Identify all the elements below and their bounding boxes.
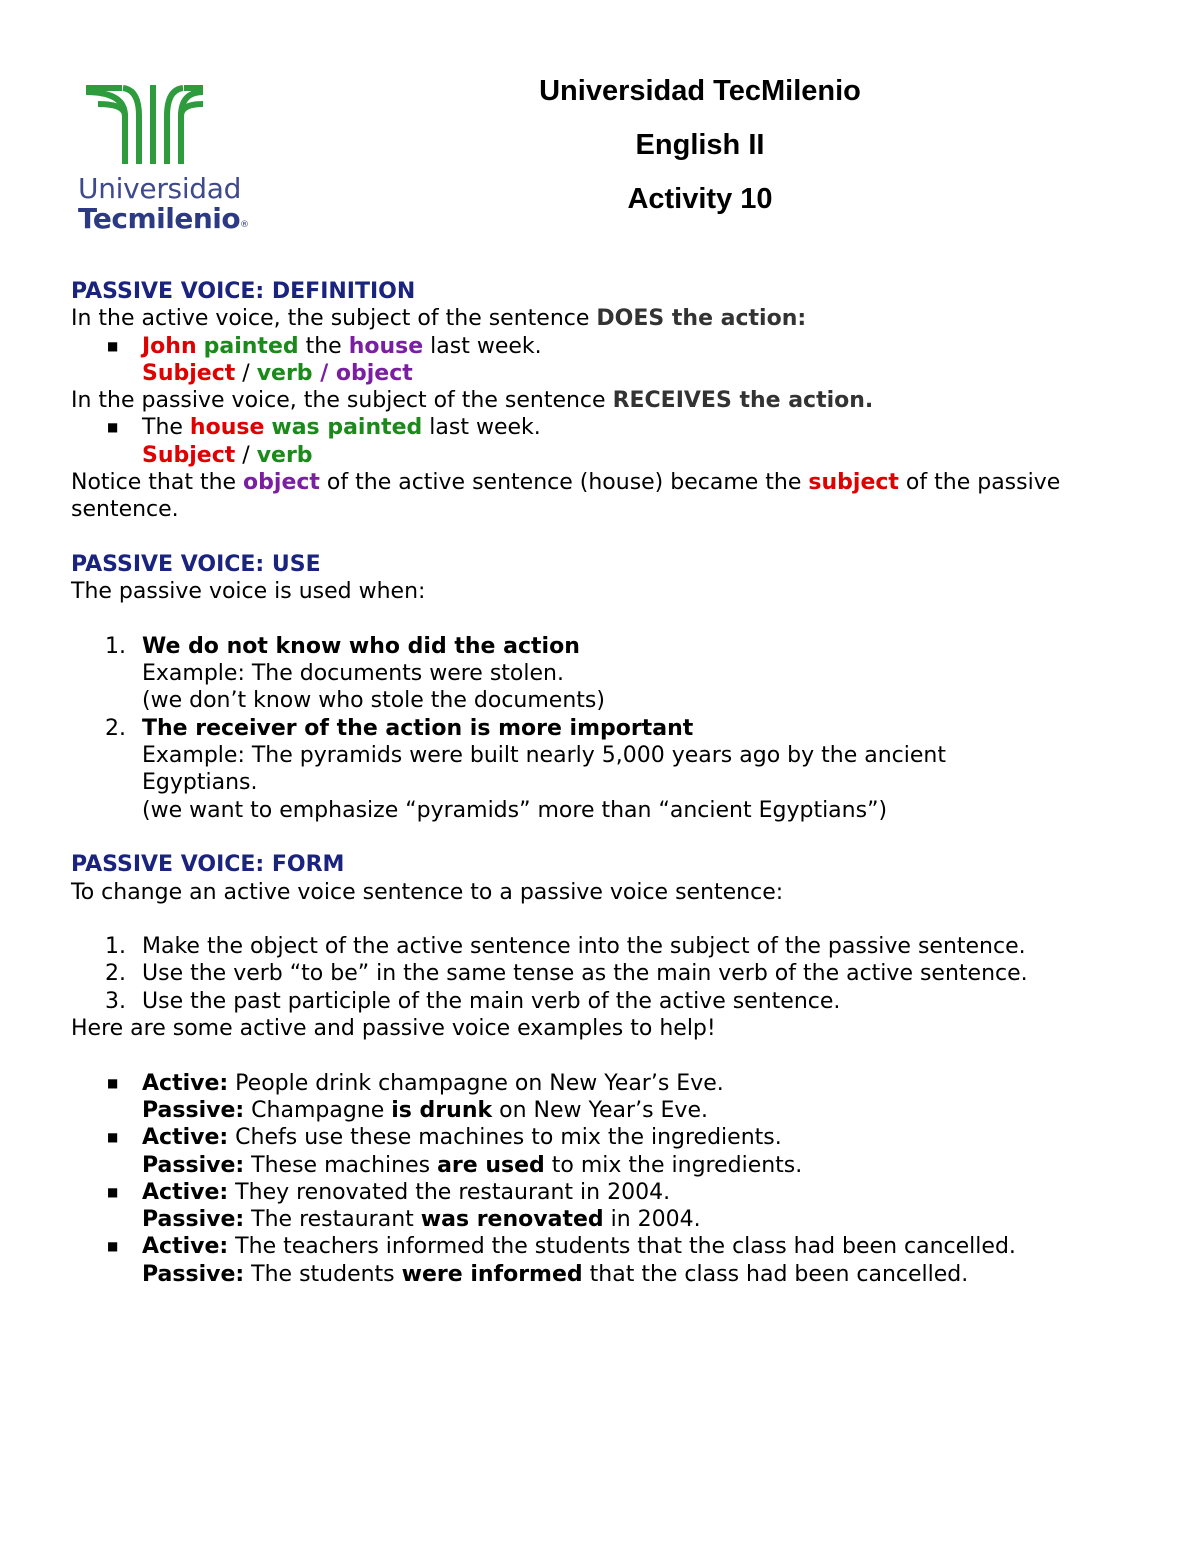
example-passive: Passive: Champagne is drunk on New Year’s Eve. — [142, 1097, 708, 1123]
use-item: 2. The receiver of the action is more important — [105, 715, 694, 741]
use-item-detail: Example: The documents were stolen. — [142, 661, 564, 687]
document-header — [470, 72, 930, 234]
example-passive: Passive: The restaurant was renovated in 2004. — [142, 1207, 701, 1233]
logo-text-universidad: Universidad — [78, 172, 242, 205]
university-logo — [78, 80, 253, 235]
form-step: 1. Make the object of the active sentence into the subject of the passive sentence. — [105, 934, 1026, 960]
registered-mark: ® — [240, 220, 249, 230]
example-active: ■ Active: The teachers informed the students that the class had been cancelled. — [107, 1234, 1016, 1260]
bullet-icon: ■ — [107, 338, 119, 353]
tecmilenio-emblem-icon — [78, 80, 208, 170]
form-intro: To change an active voice sentence to a passive voice sentence: — [71, 879, 784, 905]
section-heading-form: PASSIVE VOICE: FORM — [71, 852, 345, 878]
use-intro: The passive voice is used when: — [71, 579, 426, 605]
bullet-icon: ■ — [107, 1130, 119, 1145]
example-passive-sentence: ■ The house was painted last week. — [107, 415, 541, 441]
notice-text: Notice that the object of the active sentence (house) became the subject of the passive — [71, 470, 1061, 496]
bullet-icon: ■ — [107, 1239, 119, 1254]
example-passive: Passive: The students were informed that the class had been cancelled. — [142, 1261, 969, 1287]
example-passive: Passive: These machines are used to mix the ingredients. — [142, 1152, 803, 1178]
university-title: Universidad TecMilenio — [539, 75, 861, 107]
example-passive-labels: Subject / verb — [142, 442, 313, 468]
bullet-icon: ■ — [107, 420, 119, 435]
use-item: 1. We do not know who did the action — [105, 633, 580, 659]
document-body — [71, 278, 1151, 1288]
use-item-detail: Egyptians. — [142, 770, 258, 796]
bullet-icon: ■ — [107, 1075, 119, 1090]
example-active: ■ Active: Chefs use these machines to mix the ingredients. — [107, 1125, 782, 1151]
use-item-detail: (we don’t know who stole the documents) — [142, 688, 605, 714]
section-heading-definition: PASSIVE VOICE: DEFINITION — [71, 279, 416, 304]
logo-text-tecmilenio: Tecmilenio — [78, 202, 241, 235]
passive-voice-intro: In the passive voice, the subject of the sentence RECEIVES the action. — [71, 388, 874, 414]
form-step: 3. Use the past participle of the main verb of the active sentence. — [105, 988, 841, 1014]
activity-title: Activity 10 — [627, 183, 773, 215]
notice-text-cont: sentence. — [71, 497, 179, 523]
example-active-labels: Subject / verb / object — [142, 360, 413, 386]
active-voice-intro: In the active voice, the subject of the sentence DOES the action: — [71, 306, 807, 332]
form-step: 2. Use the verb “to be” in the same tense as the main verb of the active sentence. — [105, 961, 1028, 987]
course-title: English II — [635, 129, 765, 161]
use-item-detail: Example: The pyramids were built nearly 5,000 years ago by the ancient — [142, 743, 946, 769]
section-heading-use: PASSIVE VOICE: USE — [71, 551, 321, 577]
use-item-detail: (we want to emphasize “pyramids” more than “ancient Egyptians”) — [142, 797, 888, 823]
example-active: ■ Active: They renovated the restaurant in 2004. — [107, 1179, 671, 1205]
example-active: ■ Active: People drink champagne on New Year’s Eve. — [107, 1070, 724, 1096]
example-active-sentence: ■ John painted the house last week. — [107, 333, 542, 359]
bullet-icon: ■ — [107, 1184, 119, 1199]
examples-intro: Here are some active and passive voice examples to help! — [71, 1016, 716, 1042]
